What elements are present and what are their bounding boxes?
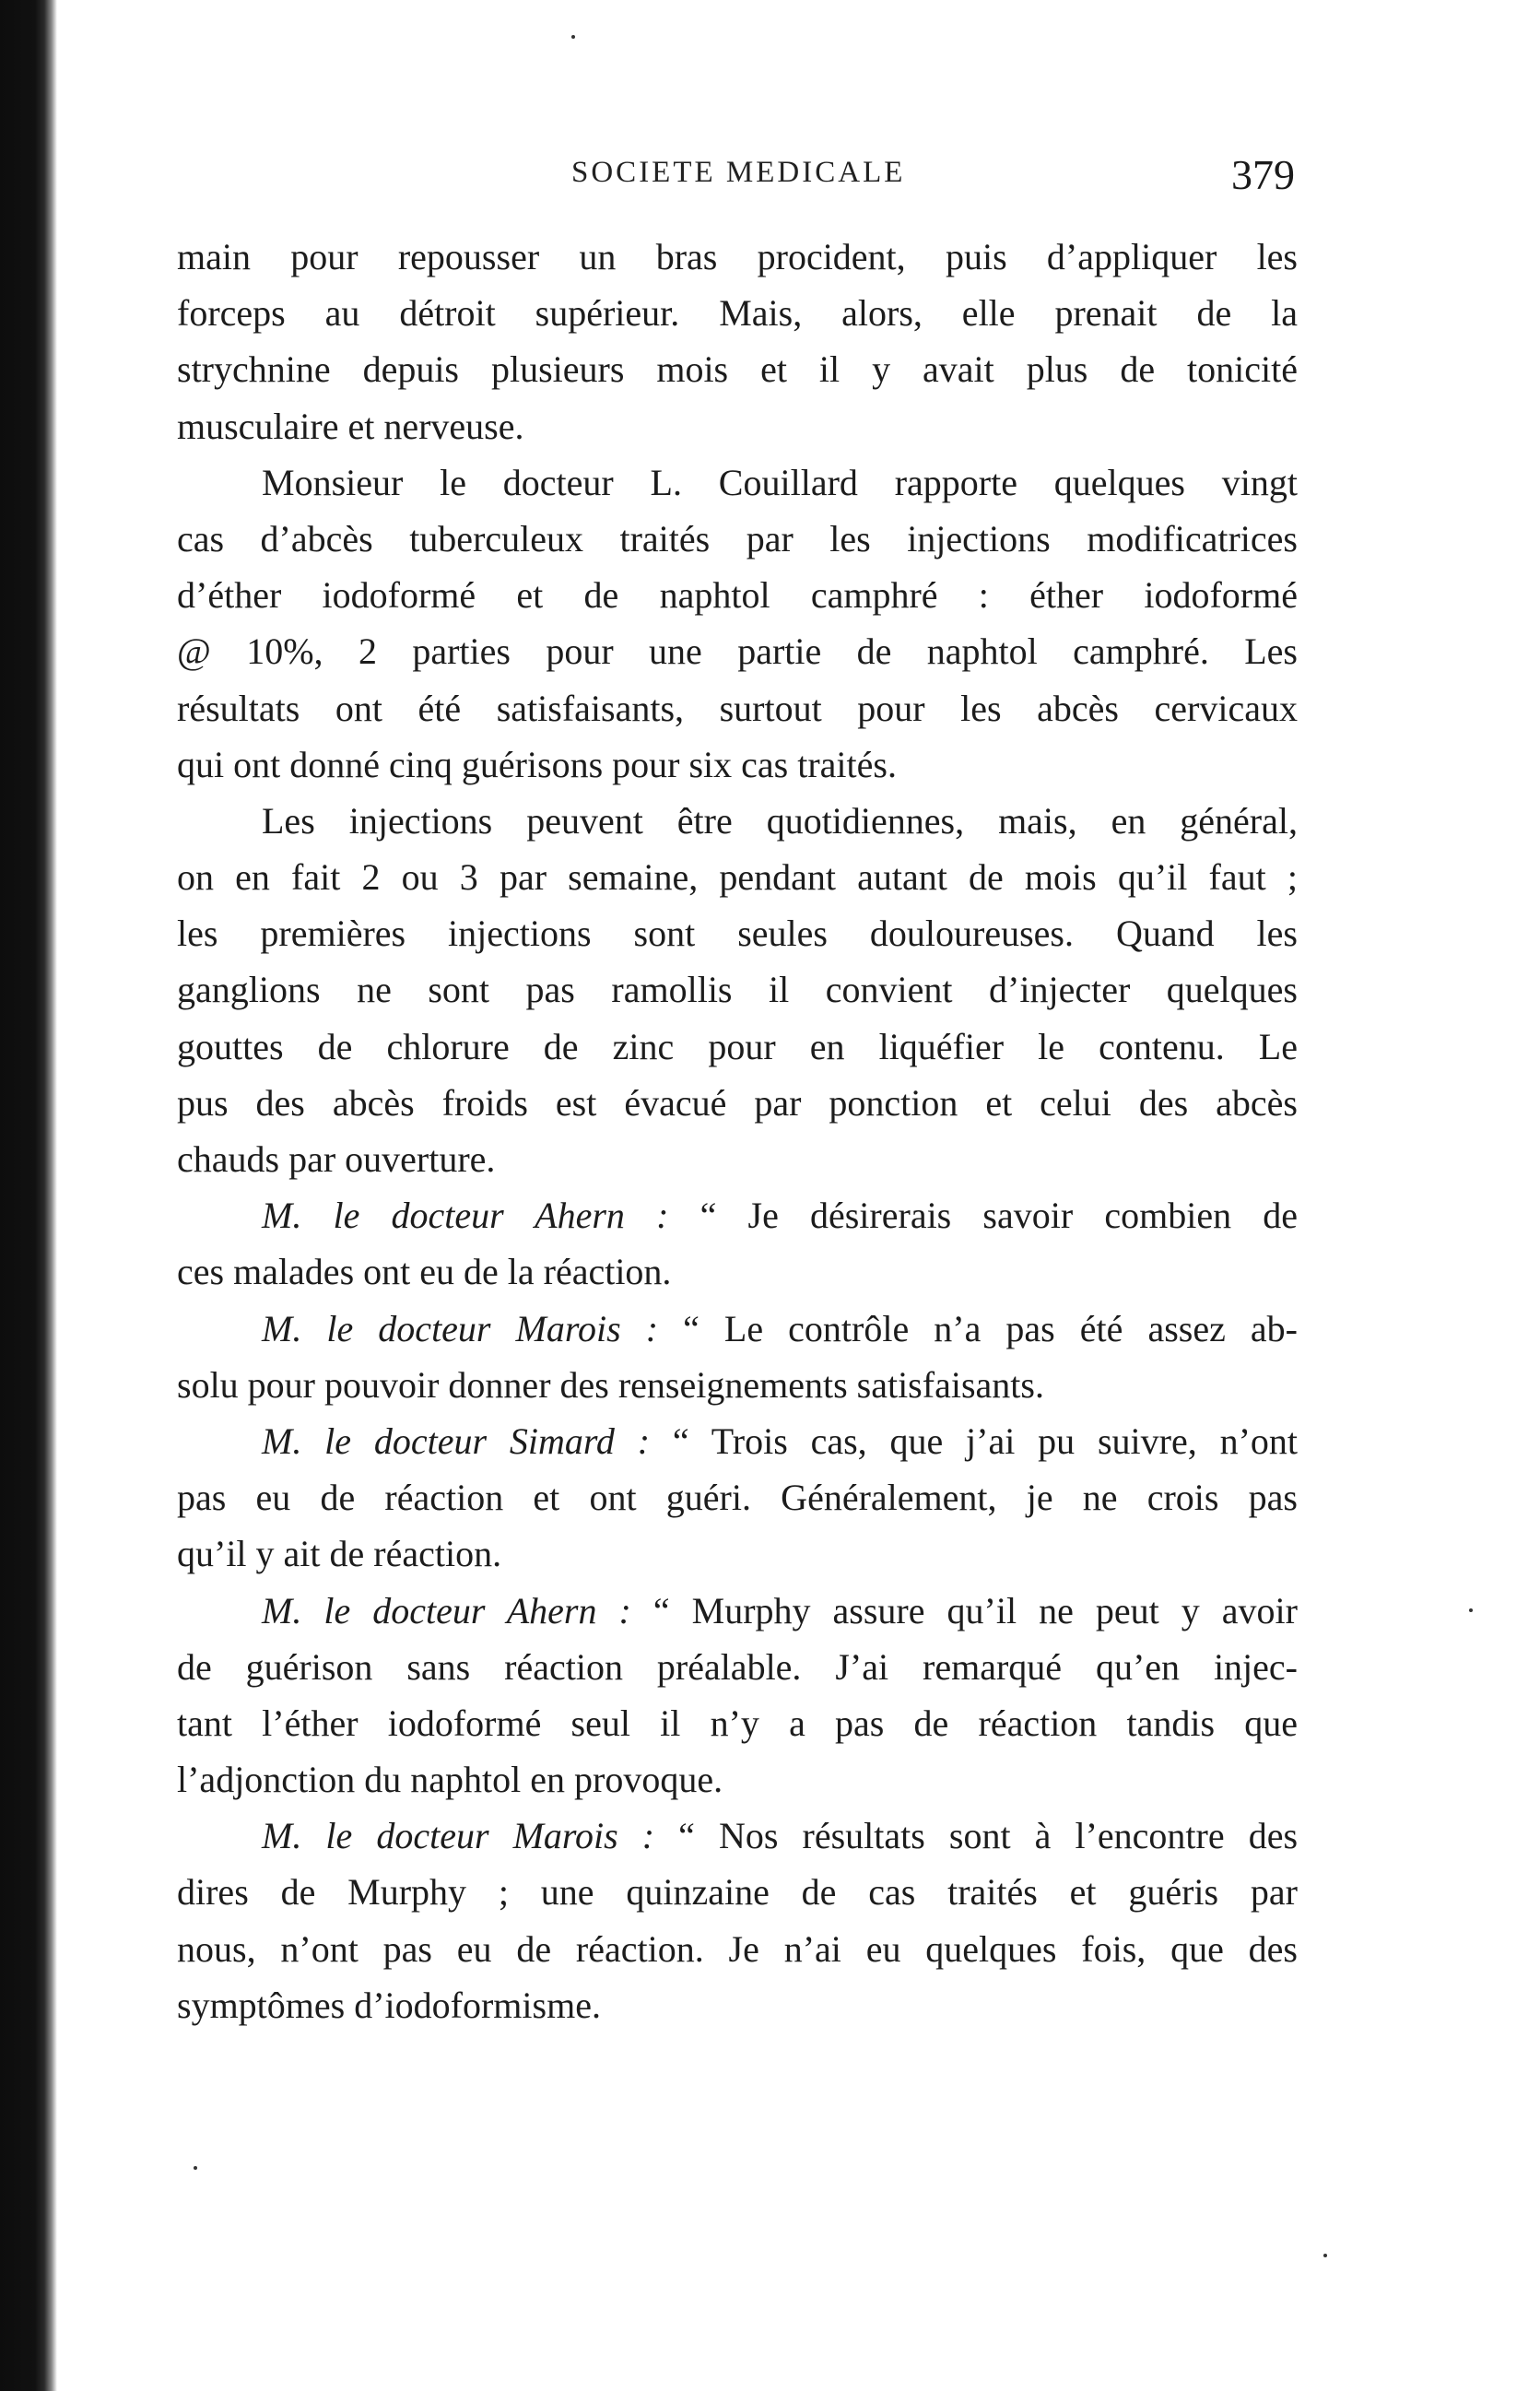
scan-speck <box>194 2166 197 2170</box>
line-text: musculaire et nerveuse. <box>177 405 524 447</box>
speaker-name: M. le docteur Ahern : <box>262 1195 669 1237</box>
line-text: les premières injections sont seules douloureuses. Quand les <box>177 913 1298 955</box>
line-text: @ 10%, 2 parties pour une partie de naphtol camphré. Les <box>177 630 1298 673</box>
text-line <box>177 1131 1298 1187</box>
page-number: 379 <box>1231 151 1295 198</box>
line-text: Les injections peuvent être quotidiennes, mais, en général, <box>262 799 1298 842</box>
line-text: solu pour pouvoir donner des renseignements satisfaisants. <box>177 1363 1044 1406</box>
text-line <box>177 1525 1298 1582</box>
line-text: “ Murphy assure qu’il ne peut y avoir <box>630 1589 1298 1631</box>
text-line <box>177 1019 1298 1075</box>
speaker-name: M. le docteur Simard : <box>262 1419 651 1462</box>
speaker-name: M. le docteur Marois : <box>262 1815 655 1857</box>
line-text: résultats ont été satisfaisants, surtout pour les abcès cervicaux <box>177 687 1298 729</box>
line-text: strychnine depuis plusieurs mois et il y avait plus de tonicité <box>177 348 1298 391</box>
line-text: chauds par ouverture. <box>177 1138 496 1180</box>
line-text: cas d’abcès tuberculeux traités par les injections modificatrices <box>177 517 1298 559</box>
line-text: qui ont donné cinq guérisons pour six cas traités. <box>177 743 897 785</box>
line-text: l’adjonction du naphtol en provoque. <box>177 1759 723 1801</box>
text-line <box>177 1864 1298 1920</box>
line-text: “ Trois cas, que j’ai pu suivre, n’ont <box>650 1419 1298 1462</box>
line-text: forceps au détroit supérieur. Mais, alors, elle prenait de la <box>177 292 1298 335</box>
text-line <box>177 961 1298 1018</box>
body-text <box>177 229 1298 2033</box>
line-text: “ Nos résultats sont à l’encontre des <box>654 1815 1299 1857</box>
line-text: “ Le contrôle n’a pas été assez ab- <box>658 1307 1299 1349</box>
text-line <box>177 229 1298 285</box>
line-text: ganglions ne sont pas ramollis il convient d’injecter quelques <box>177 969 1298 1011</box>
text-line <box>177 285 1298 341</box>
text-line <box>177 1639 1298 1695</box>
text-line <box>177 793 1298 849</box>
line-text: d’éther iodoformé et de naphtol camphré : éther iodoformé <box>177 574 1298 617</box>
text-line <box>177 1583 1298 1639</box>
text-line <box>177 1695 1298 1751</box>
text-line <box>177 680 1298 736</box>
scan-speck <box>1323 2254 1327 2257</box>
text-line <box>177 849 1298 905</box>
text-line <box>177 511 1298 567</box>
text-line <box>177 1243 1298 1300</box>
running-head: SOCIETE MEDICALE <box>571 156 906 189</box>
text-line <box>177 454 1298 511</box>
text-line <box>177 398 1298 454</box>
text-line <box>177 1075 1298 1131</box>
text-line <box>177 736 1298 793</box>
scan-speck <box>1469 1608 1473 1612</box>
line-text: ces malades ont eu de la réaction. <box>177 1251 672 1293</box>
scan-speck <box>571 35 575 39</box>
text-line <box>177 1301 1298 1357</box>
line-text: pas eu de réaction et ont guéri. Généralement, je ne crois pas <box>177 1477 1298 1519</box>
text-line <box>177 1808 1298 1864</box>
text-line <box>177 623 1298 679</box>
text-line <box>177 341 1298 397</box>
line-text: nous, n’ont pas eu de réaction. Je n’ai eu quelques fois, que des <box>177 1927 1298 1970</box>
line-text: “ Je désirerais savoir combien de <box>668 1195 1298 1237</box>
text-line <box>177 1751 1298 1808</box>
text-line <box>177 905 1298 961</box>
line-text: main pour repousser un bras procident, puis d’appliquer les <box>177 236 1298 277</box>
line-text: pus des abcès froids est évacué par ponction et celui des abcès <box>177 1081 1298 1124</box>
speaker-name: M. le docteur Marois : <box>262 1307 659 1349</box>
text-line <box>177 1977 1298 2033</box>
line-text: symptômes d’iodoformisme. <box>177 1984 601 2026</box>
line-text: Monsieur le docteur L. Couillard rapporte quelques vingt <box>262 461 1298 503</box>
text-line <box>177 1187 1298 1243</box>
text-line <box>177 1469 1298 1525</box>
speaker-name: M. le docteur Ahern : <box>262 1589 631 1631</box>
binding-edge <box>0 0 57 2391</box>
text-line <box>177 567 1298 623</box>
line-text: qu’il y ait de réaction. <box>177 1533 502 1575</box>
page-header <box>0 150 1540 206</box>
text-line <box>177 1357 1298 1413</box>
line-text: de guérison sans réaction préalable. J’ai remarqué qu’en injec- <box>177 1645 1298 1688</box>
text-line <box>177 1413 1298 1469</box>
line-text: on en fait 2 ou 3 par semaine, pendant autant de mois qu’il faut ; <box>177 856 1298 899</box>
text-line <box>177 1921 1298 1977</box>
line-text: dires de Murphy ; une quinzaine de cas traités et guéris par <box>177 1871 1298 1914</box>
line-text: gouttes de chlorure de zinc pour en liquéfier le contenu. Le <box>177 1025 1298 1067</box>
line-text: tant l’éther iodoformé seul il n’y a pas de réaction tandis que <box>177 1702 1298 1744</box>
